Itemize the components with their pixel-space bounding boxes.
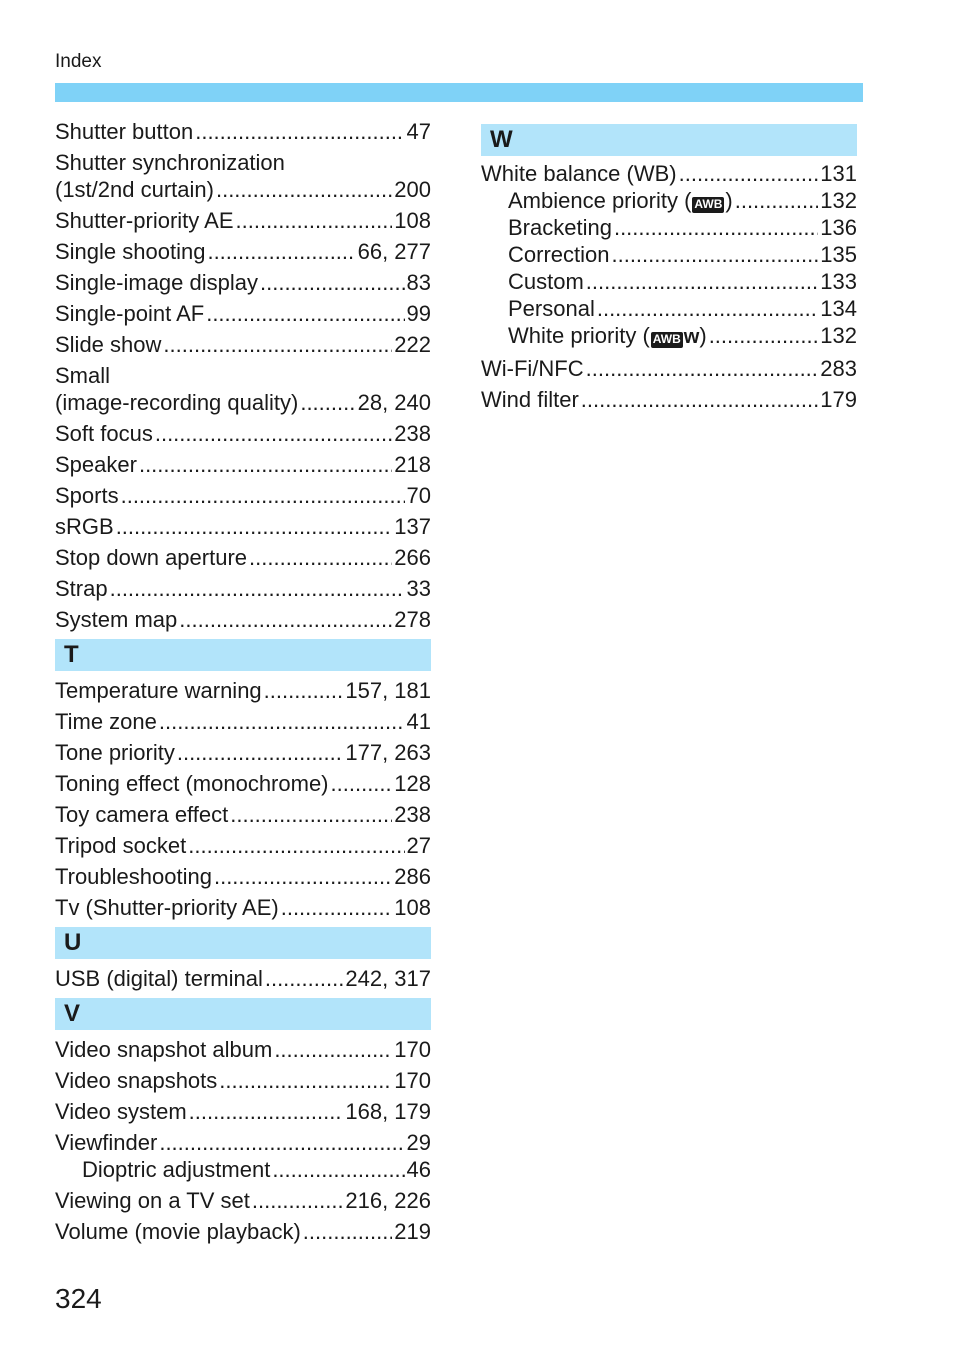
index-entry-term: Tone priority xyxy=(55,740,175,765)
index-entry-line xyxy=(55,482,431,509)
index-entry xyxy=(55,420,431,447)
index-entry xyxy=(55,149,431,203)
index-entry-term: Custom xyxy=(508,269,584,294)
index-entry-term: Video system xyxy=(55,1099,187,1124)
index-entry-pages: 46 xyxy=(406,1157,431,1182)
index-entry-pages: 283 xyxy=(820,356,857,381)
index-entry-term: System map xyxy=(55,607,178,632)
dot-leader xyxy=(300,389,355,416)
index-entry-pages: 83 xyxy=(406,270,431,295)
index-entry-pages: 108 xyxy=(394,208,431,233)
index-entry-line xyxy=(481,322,857,351)
index-entry xyxy=(481,355,857,382)
index-entry-term-suffix: ) xyxy=(699,323,707,348)
index-entry-term: Speaker xyxy=(55,452,137,477)
index-entry xyxy=(55,207,431,234)
index-entry-term: Viewing on a TV set xyxy=(55,1188,250,1213)
index-entry-pages: 66, 277 xyxy=(357,239,431,264)
index-entry-term: Volume (movie playback) xyxy=(55,1219,301,1244)
index-entry-term: Video snapshot album xyxy=(55,1037,273,1062)
section-header-u: U xyxy=(55,927,431,959)
index-entry-pages: 222 xyxy=(394,332,431,357)
index-entry-line xyxy=(55,451,431,478)
index-entry-pages: 170 xyxy=(394,1068,431,1093)
index-entry-term: Single-image display xyxy=(55,270,258,295)
index-entry-line xyxy=(55,832,431,859)
index-entry-line xyxy=(55,331,431,358)
dot-leader xyxy=(274,1036,392,1063)
dot-leader xyxy=(611,241,818,268)
section-header-w: W xyxy=(481,124,857,156)
awb-icon: AWB xyxy=(694,197,723,211)
dot-leader xyxy=(264,677,344,704)
dot-leader xyxy=(272,1156,404,1183)
index-entry-pages: 238 xyxy=(394,421,431,446)
index-entry xyxy=(55,832,431,859)
index-entry-pages: 134 xyxy=(820,296,857,321)
index-entry-line xyxy=(55,1187,431,1214)
header-bar xyxy=(55,83,863,102)
index-entry-pages: 28, 240 xyxy=(357,390,431,415)
dot-leader xyxy=(116,513,393,540)
awb-w-suffix: w xyxy=(683,326,700,348)
dot-leader xyxy=(195,118,404,145)
index-entry-term: White priority ( xyxy=(508,323,650,348)
index-entry-pages: 219 xyxy=(394,1219,431,1244)
index-entry-line xyxy=(55,575,431,602)
index-entry xyxy=(55,1067,431,1094)
index-entry-pages: 108 xyxy=(394,895,431,920)
index-entry-term: Toning effect (monochrome) xyxy=(55,771,329,796)
index-entry-term: Shutter button xyxy=(55,119,194,144)
index-entry-pages: 218 xyxy=(394,452,431,477)
index-entry-term: Dioptric adjustment xyxy=(82,1157,271,1182)
dot-leader xyxy=(614,214,818,241)
index-entry-pages: 132 xyxy=(820,323,857,348)
index-entry xyxy=(55,1098,431,1125)
index-entry-pages: 137 xyxy=(394,514,431,539)
dot-leader xyxy=(735,187,819,214)
dot-leader xyxy=(219,1067,392,1094)
index-entry xyxy=(55,708,431,735)
index-entry-line xyxy=(55,801,431,828)
dot-leader xyxy=(206,300,404,327)
index-subentry xyxy=(481,295,857,322)
index-entry-line xyxy=(481,355,857,382)
page-number: 324 xyxy=(55,1283,102,1314)
index-entry xyxy=(55,451,431,478)
index-entry-term: Single-point AF xyxy=(55,301,205,326)
running-header: Index xyxy=(55,51,102,72)
dot-leader xyxy=(679,160,819,187)
dot-leader xyxy=(188,832,404,859)
index-entry xyxy=(55,1218,431,1245)
index-entry-line xyxy=(55,606,431,633)
dot-leader xyxy=(586,355,819,382)
index-entry-pages: 170 xyxy=(394,1037,431,1062)
index-entry xyxy=(55,801,431,828)
index-entry-term: Toy camera effect xyxy=(55,802,229,827)
index-entry-pages: 33 xyxy=(406,576,431,601)
index-entry-line xyxy=(55,863,431,890)
dot-leader xyxy=(586,268,818,295)
index-entry-term: Video snapshots xyxy=(55,1068,218,1093)
index-entry-term: Wind filter xyxy=(481,387,579,412)
dot-leader xyxy=(265,965,344,992)
index-entry-term: Soft focus xyxy=(55,421,153,446)
dot-leader xyxy=(155,420,392,447)
index-entry-line xyxy=(55,1067,431,1094)
dot-leader xyxy=(303,1218,393,1245)
index-entry-line xyxy=(55,1129,431,1156)
index-entry-term: Shutter-priority AE xyxy=(55,208,234,233)
index-entry-pages: 29 xyxy=(406,1130,431,1155)
index-entry-pages: 242, 317 xyxy=(345,966,431,991)
index-entry-term: Bracketing xyxy=(508,215,612,240)
dot-leader xyxy=(597,295,818,322)
index-entry-term: Temperature warning xyxy=(55,678,262,703)
index-entry xyxy=(55,362,431,416)
dot-leader xyxy=(139,451,392,478)
index-entry-line xyxy=(55,677,431,704)
index-subentry xyxy=(481,241,857,268)
index-entry-term: Strap xyxy=(55,576,108,601)
index-entry-term: (image-recording quality) xyxy=(55,390,299,415)
index-entry-line xyxy=(55,176,431,203)
dot-leader xyxy=(230,801,392,828)
index-entry-term: Troubleshooting xyxy=(55,864,212,889)
index-entry-line xyxy=(481,295,857,322)
awb-icon: AWB xyxy=(652,332,681,346)
index-entry-term: (1st/2nd curtain) xyxy=(55,177,214,202)
dot-leader xyxy=(121,482,405,509)
index-column-left xyxy=(55,118,431,1245)
section-header-t: T xyxy=(55,639,431,671)
index-subentry xyxy=(481,187,857,214)
index-entry-term: White balance (WB) xyxy=(481,161,677,186)
index-entry-pages: 157, 181 xyxy=(345,678,431,703)
index-entry xyxy=(55,1036,431,1063)
index-entry xyxy=(55,513,431,540)
index-subentry xyxy=(481,268,857,295)
index-entry-line xyxy=(55,1098,431,1125)
dot-leader xyxy=(207,238,355,265)
index-entry xyxy=(55,1187,431,1214)
index-entry-term: USB (digital) terminal xyxy=(55,966,263,991)
index-entry xyxy=(55,238,431,265)
index-entry-line xyxy=(481,386,857,413)
index-entry-line xyxy=(481,241,857,268)
index-entry-term: Slide show xyxy=(55,332,162,357)
index-entry-term: Wi-Fi/NFC xyxy=(481,356,584,381)
index-subentry xyxy=(55,1156,431,1183)
index-subentry xyxy=(481,322,857,351)
index-entry-line xyxy=(55,1036,431,1063)
index-entry-pages: 41 xyxy=(406,709,431,734)
index-entry-pages: 177, 263 xyxy=(345,740,431,765)
dot-leader xyxy=(163,331,392,358)
index-entry-pages: 70 xyxy=(406,483,431,508)
dot-leader xyxy=(281,894,393,921)
dot-leader xyxy=(214,863,392,890)
dot-leader xyxy=(216,176,392,203)
index-entry-line xyxy=(55,739,431,766)
index-entry-line xyxy=(55,238,431,265)
index-entry-pages: 135 xyxy=(820,242,857,267)
index-entry xyxy=(55,965,431,992)
dot-leader xyxy=(159,708,405,735)
index-entry-line xyxy=(55,513,431,540)
index-entry-line xyxy=(481,214,857,241)
index-entry-line xyxy=(55,420,431,447)
index-entry xyxy=(55,894,431,921)
index-entry xyxy=(481,386,857,413)
index-entry-pages: 131 xyxy=(820,161,857,186)
dot-leader xyxy=(331,770,393,797)
index-entry-pages: 99 xyxy=(406,301,431,326)
dot-leader xyxy=(260,269,405,296)
section-header-v: V xyxy=(55,998,431,1030)
index-entry xyxy=(55,863,431,890)
index-entry xyxy=(55,1129,431,1156)
index-entry-term: Correction xyxy=(508,242,610,267)
index-entry-line xyxy=(55,1156,431,1183)
index-entry-term: Viewfinder xyxy=(55,1130,158,1155)
index-entry-line xyxy=(55,118,431,145)
index-entry-line xyxy=(55,389,431,416)
index-entry xyxy=(55,118,431,145)
index-entry-term: Tripod socket xyxy=(55,833,187,858)
index-entry-pages: 179 xyxy=(820,387,857,412)
index-entry-pages: 128 xyxy=(394,771,431,796)
index-column-right xyxy=(481,124,857,413)
index-entry-term: Sports xyxy=(55,483,119,508)
index-entry-line xyxy=(55,1218,431,1245)
index-entry-line xyxy=(481,187,857,214)
dot-leader xyxy=(189,1098,344,1125)
index-entry xyxy=(55,606,431,633)
index-entry-line xyxy=(55,708,431,735)
dot-leader xyxy=(252,1187,343,1214)
index-entry-pages: 133 xyxy=(820,269,857,294)
index-entry-pages: 47 xyxy=(406,119,431,144)
index-entry-pages: 238 xyxy=(394,802,431,827)
index-entry-term: Stop down aperture xyxy=(55,545,248,570)
index-entry-term: Personal xyxy=(508,296,595,321)
index-entry-term: Tv (Shutter-priority AE) xyxy=(55,895,279,920)
dot-leader xyxy=(581,386,818,413)
index-entry xyxy=(481,160,857,187)
index-entry-line xyxy=(55,207,431,234)
index-entry xyxy=(55,300,431,327)
dot-leader xyxy=(249,544,392,571)
index-entry-line xyxy=(55,770,431,797)
dot-leader xyxy=(709,322,819,349)
index-entry xyxy=(55,739,431,766)
index-entry-term: Single shooting xyxy=(55,239,206,264)
index-entry-term: Ambience priority ( xyxy=(508,188,692,213)
index-entry-pages: 278 xyxy=(394,607,431,632)
index-entry-pages: 132 xyxy=(820,188,857,213)
index-entry-line xyxy=(55,894,431,921)
index-entry-term: Shutter synchronization xyxy=(55,150,285,175)
dot-leader xyxy=(110,575,405,602)
index-entry-term: Small xyxy=(55,363,111,388)
index-entry-line xyxy=(55,544,431,571)
index-subentry xyxy=(481,214,857,241)
index-entry-pages: 266 xyxy=(394,545,431,570)
dot-leader xyxy=(159,1129,404,1156)
index-entry-term: Time zone xyxy=(55,709,157,734)
index-entry-term-suffix: ) xyxy=(725,188,733,213)
index-entry-pages: 216, 226 xyxy=(345,1188,431,1213)
index-entry-line xyxy=(55,269,431,296)
index-entry-pages: 27 xyxy=(406,833,431,858)
dot-leader xyxy=(179,606,392,633)
index-entry xyxy=(55,575,431,602)
index-entry-line xyxy=(481,268,857,295)
index-entry-pages: 136 xyxy=(820,215,857,240)
index-entry xyxy=(55,269,431,296)
index-entry xyxy=(55,677,431,704)
index-entry-pages: 286 xyxy=(394,864,431,889)
index-entry-pages: 168, 179 xyxy=(345,1099,431,1124)
index-entry xyxy=(55,770,431,797)
dot-leader xyxy=(236,207,393,234)
index-entry-pages: 200 xyxy=(394,177,431,202)
index-entry xyxy=(55,544,431,571)
index-entry xyxy=(55,482,431,509)
index-entry-line xyxy=(481,160,857,187)
index-entry-line xyxy=(55,300,431,327)
index-entry-term: sRGB xyxy=(55,514,114,539)
dot-leader xyxy=(177,739,344,766)
index-entry xyxy=(55,331,431,358)
index-entry-line xyxy=(55,965,431,992)
